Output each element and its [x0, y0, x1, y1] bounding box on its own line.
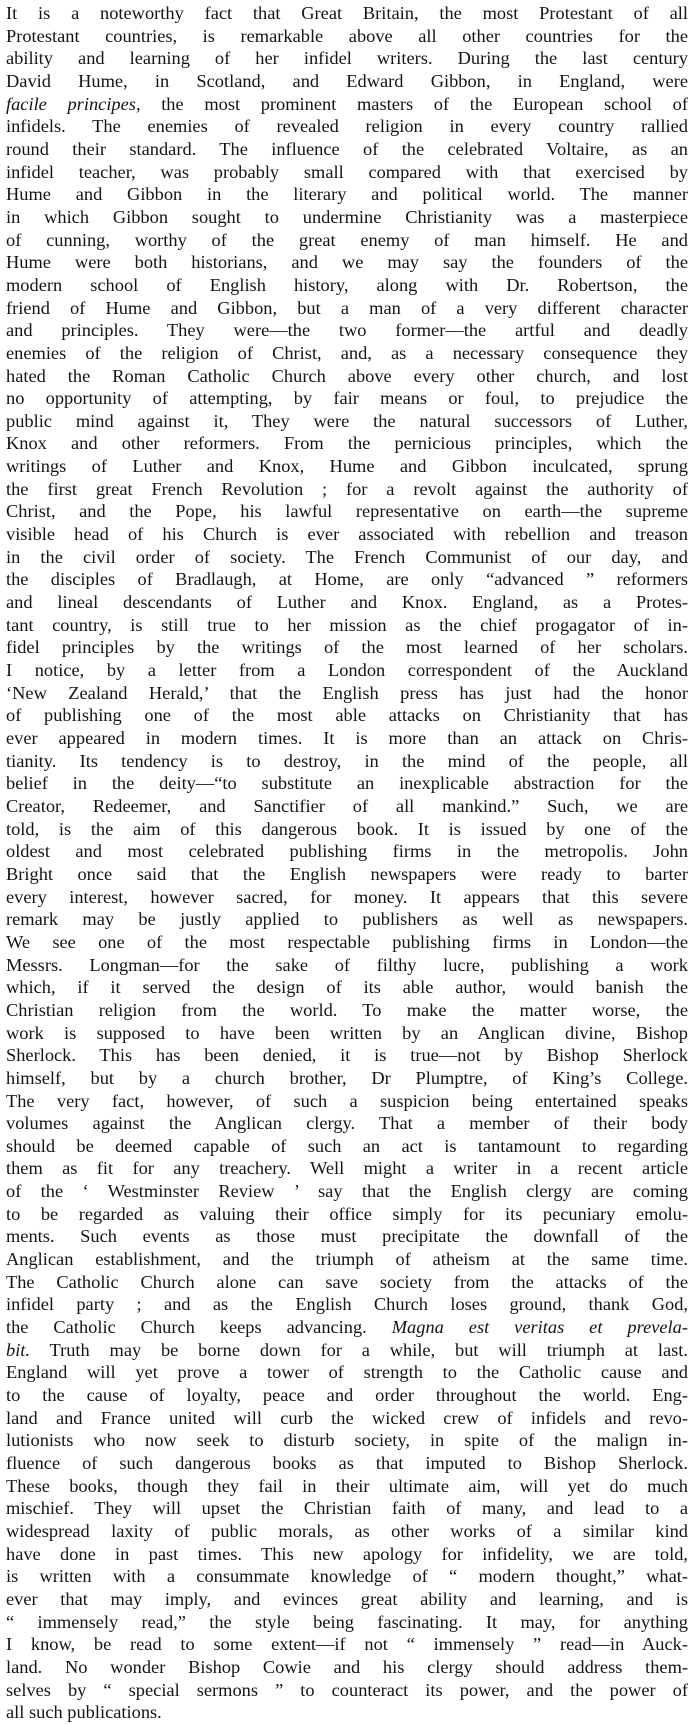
article-line: himself, but by a church brother, Dr Plumptre, of King’s College.: [6, 1067, 688, 1088]
article-line: public mind against it, They were the natural successors of Luther,: [6, 410, 688, 431]
article-line: ever that may imply, and evinces great ability and learning, and is: [6, 1588, 688, 1609]
article-line: Messrs. Longman—for the sake of filthy lucre, publishing a work: [6, 954, 688, 975]
article-line: facile principes, the most prominent masters of the European school of: [6, 93, 688, 114]
italic-phrase: facile principes: [6, 93, 136, 114]
article-line: infidels. The enemies of revealed religion in every country rallied: [6, 116, 688, 137]
article-line: land and France united will curb the wicked crew of infidels and revo-: [6, 1407, 688, 1428]
article-line: infidel teacher, was probably small compared with that exercised by: [6, 161, 688, 182]
article-line: to be regarded as valuing their office simply for its pecuniary emolu-: [6, 1203, 688, 1224]
article-line: should be deemed capable of such an act is tantamount to regarding: [6, 1135, 688, 1156]
article-line: writings of Luther and Knox, Hume and Gibbon inculcated, sprung: [6, 456, 688, 477]
article-line: the disciples of Bradlaugh, at Home, are only “advanced ” reformers: [6, 569, 688, 590]
italic-phrase: Magna est veritas et prevela-: [391, 1317, 688, 1338]
article-line: and principles. They were—the two former—the artful and deadly: [6, 320, 688, 341]
article-line: I know, be read to some extent—if not “ immensely ” read—in Auck-: [6, 1634, 688, 1655]
article-line: bit. Truth may be borne down for a while, but will triumph at last.: [6, 1339, 688, 1360]
article-line: Hume and Gibbon in the literary and political world. The manner: [6, 184, 688, 205]
article-line: every interest, however sacred, for money. It appears that this severe: [6, 886, 688, 907]
article-line: and lineal descendants of Luther and Knox. England, as a Protes-: [6, 592, 688, 613]
article-line: modern school of English history, along with Dr. Robertson, the: [6, 274, 688, 295]
article-line: remark may be justly applied to publishers as well as newspapers.: [6, 909, 688, 930]
article-line: widespread laxity of public morals, as other works of a similar kind: [6, 1520, 688, 1541]
article-line: Bright once said that the English newspapers were ready to barter: [6, 863, 688, 884]
article-line: ments. Such events as those must precipitate the downfall of the: [6, 1226, 688, 1247]
article-line: enemies of the religion of Christ, and, as a necessary consequence they: [6, 342, 688, 363]
article-line: the Catholic Church keeps advancing. Magna est veritas et prevela-: [6, 1317, 688, 1338]
article-line: visible head of his Church is ever associated with rebellion and treason: [6, 524, 688, 545]
article-line: hated the Roman Catholic Church above every other church, and lost: [6, 365, 688, 386]
article-line: Protestant countries, is remarkable above all other countries for the: [6, 25, 688, 46]
article-line: all such publications.: [6, 1702, 162, 1723]
article-line: I notice, by a letter from a London correspondent of the Auckland: [6, 660, 688, 681]
article-line: tianity. Its tendency is to destroy, in the mind of the people, all: [6, 750, 688, 771]
article-line: told, is the aim of this dangerous book. It is issued by one of the: [6, 818, 688, 839]
article-line: no opportunity of attempting, by fair means or foul, to prejudice the: [6, 388, 688, 409]
article-line: infidel party ; and as the English Church loses ground, thank God,: [6, 1294, 688, 1315]
article-line: tant country, is still true to her mission as the chief progagator of in-: [6, 614, 688, 635]
article-line: Sherlock. This has been denied, it is true—not by Bishop Sherlock: [6, 1045, 688, 1066]
article-line: fidel principles by the writings of the most learned of her scholars.: [6, 637, 688, 658]
article-line: ‘New Zealand Herald,’ that the English press has just had the honor: [6, 682, 688, 703]
article-line: ever appeared in modern times. It is more than an attack on Chris-: [6, 728, 688, 748]
article-line: These books, though they fail in their ultimate aim, will yet do much: [6, 1475, 688, 1496]
article-line: is written with a consummate knowledge of “ modern thought,” what-: [6, 1566, 688, 1587]
article-line: fluence of such dangerous books as that imputed to Bishop Sherlock.: [6, 1453, 688, 1473]
article-column: [6, 2, 688, 1723]
article-line: We see one of the most respectable publishing firms in London—the: [6, 931, 688, 952]
article-line: in the civil order of society. The French Communist of our day, and: [6, 546, 688, 567]
article-line: them as fit for any treachery. Well might a writer in a recent article: [6, 1158, 688, 1179]
article-line: have done in past times. This new apology for infidelity, we are told,: [6, 1543, 688, 1564]
article-line: which, if it served the design of its able author, would banish the: [6, 977, 688, 998]
article-line: Hume were both historians, and we may say the founders of the: [6, 252, 688, 273]
article-line: The very fact, however, of such a suspicion being entertained speaks: [6, 1090, 688, 1111]
article-line: mischief. They will upset the Christian faith of many, and lead to a: [6, 1498, 688, 1519]
article-line: selves by “ special sermons ” to counteract its power, and the power of: [6, 1679, 688, 1700]
article-line: David Hume, in Scotland, and Edward Gibbon, in England, were: [6, 70, 688, 91]
article-line: oldest and most celebrated publishing firms in the metropolis. John: [6, 841, 688, 862]
article-line: ability and learning of her infidel writers. During the last century: [6, 48, 688, 69]
article-line: round their standard. The influence of the celebrated Voltaire, as an: [6, 138, 688, 159]
article-line: Christian religion from the world. To make the matter worse, the: [6, 999, 688, 1020]
article-line: friend of Hume and Gibbon, but a man of a very different character: [6, 297, 688, 318]
article-line: “ immensely read,” the style being fascinating. It may, for anything: [6, 1611, 688, 1632]
article-line: belief in the deity—“to substitute an inexplicable abstraction for the: [6, 773, 688, 794]
article-line: It is a noteworthy fact that Great Britain, the most Protestant of all: [6, 3, 688, 23]
article-line: of publishing one of the most able attacks on Christianity that has: [6, 705, 688, 726]
article-line: of the ‘ Westminster Review ’ say that the English clergy are coming: [6, 1181, 688, 1202]
article-line: in which Gibbon sought to undermine Christianity was a masterpiece: [6, 206, 688, 227]
article-line: land. No wonder Bishop Cowie and his clergy should address them-: [6, 1656, 688, 1677]
article-line: lutionists who now seek to disturb society, in spite of the malign in-: [6, 1430, 688, 1451]
article-line: Anglican establishment, and the triumph of atheism at the same time.: [6, 1249, 688, 1270]
article-line: Knox and other reformers. From the pernicious principles, which the: [6, 433, 688, 454]
article-line: of cunning, worthy of the great enemy of man himself. He and: [6, 229, 688, 250]
article-line: Creator, Redeemer, and Sanctifier of all mankind.” Such, we are: [6, 795, 688, 816]
article-line: The Catholic Church alone can save society from the attacks of the: [6, 1271, 688, 1292]
italic-phrase: bit.: [6, 1339, 31, 1360]
article-line: the first great French Revolution ; for a revolt against the authority of: [6, 478, 688, 499]
article-line: to the cause of loyalty, peace and order throughout the world. Eng-: [6, 1385, 688, 1406]
article-line: England will yet prove a tower of strength to the Catholic cause and: [6, 1362, 688, 1383]
article-line: work is supposed to have been written by an Anglican divine, Bishop: [6, 1022, 688, 1043]
article-line: volumes against the Anglican clergy. That a member of their body: [6, 1113, 688, 1134]
article-line: Christ, and the Pope, his lawful representative on earth—the supreme: [6, 501, 688, 522]
